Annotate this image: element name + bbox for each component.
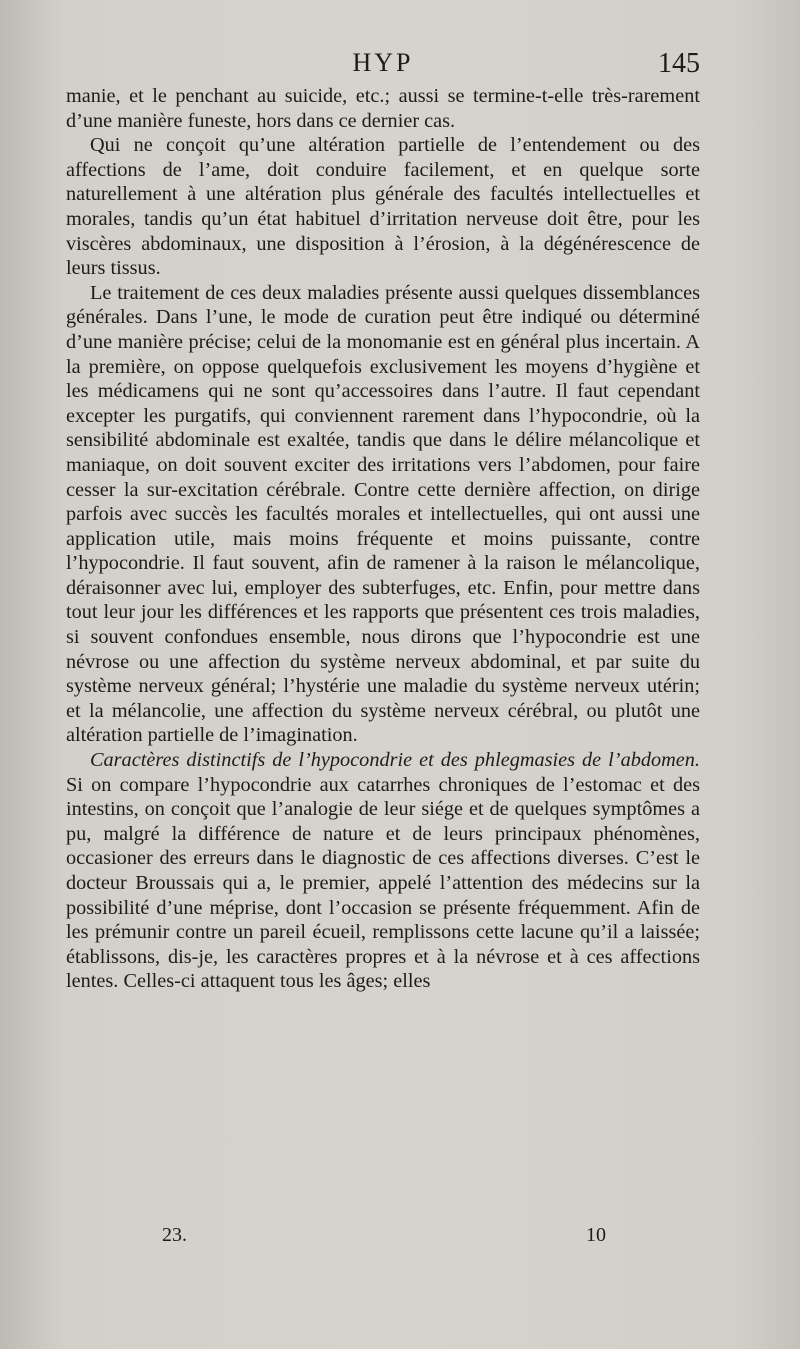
section-heading: Caractères distinctifs de l’hypocondrie et des phlegmasies de l’abdomen. <box>90 749 700 772</box>
paragraph-4-text: Si on compare l’hypocondrie aux catarrhes chroniques de l’estomac et des intestins, on conçoit que l’analogie de leur siége et de quelques symptômes a pu, malgré la différence de nature et de leurs principaux phénomènes, occasioner des erreurs dans le diagnostic de ces affections diverses. C’est le docteur Broussais qui a, le premier, appelé l’attention des médecins sur la possibilité d’une méprise, dont l’occasion se présente fréquemment. Afin de les prémunir contre un pareil écueil, remplissons cette lacune qu’il a laissée; établissons, dis-je, les caractères propres et à la névrose et à ces affections lentes. Celles-ci attaquent tous les âges; elles <box>66 773 700 993</box>
body-text <box>66 84 700 994</box>
page-header <box>66 48 700 84</box>
running-head: HYP <box>352 48 414 77</box>
paragraph-4 <box>66 748 700 994</box>
paragraph-2: Qui ne conçoit qu’une altération partielle de l’entendement ou des affections de l’ame, doit conduire facilement, et en quelque sorte naturellement à une altération plus générale des facultés intellectuelles et morales, tandis qu’un état habituel d’irritation nerveuse doit être, pour les viscères abdominaux, une disposition à l’érosion, à la dégénérescence de leurs tissus. <box>66 134 700 280</box>
page-footer <box>66 1224 700 1254</box>
sheet-number: 10 <box>586 1224 606 1246</box>
paragraph-1: manie, et le penchant au suicide, etc.; aussi se termine-t-elle très-rarement d’une manière funeste, hors dans ce dernier cas. <box>66 85 700 132</box>
page-number: 145 <box>658 48 700 79</box>
paragraph-3: Le traitement de ces deux maladies présente aussi quelques dissemblances générales. Dans l’une, le mode de curation peut être indiqué ou déterminé d’une manière précise; celui de la monomanie est en général plus incertain. A la première, on oppose quelquefois exclusivement les moyens d’hygiène et les médicamens qui ne sont qu’accessoires dans l’autre. Il faut cependant excepter les purgatifs, qui conviennent rarement dans l’hypocondrie, où la sensibilité abdominale est exaltée, tandis que dans le délire mélancolique et maniaque, on doit souvent exciter des irritations vers l’abdomen, pour faire cesser la sur-excitation cérébrale. Contre cette dernière affection, on dirige parfois avec succès les facultés morales et intellectuelles, qui ont aussi une application utile, mais moins fréquente et moins puissante, contre l’hypocondrie. Il faut souvent, afin de ramener à la raison le mélancolique, déraisonner avec lui, employer des subterfuges, etc. Enfin, pour mettre dans tout leur jour les différences et les rapports que présentent ces trois maladies, si souvent confondues ensemble, nous dirons que l’hypocondrie est une névrose ou une affection du système nerveux abdominal, et par suite du système nerveux général; l’hystérie une maladie du système nerveux utérin; et la mélancolie, une affection du système nerveux cérébral, ou plutôt une altération partielle de l’imagination. <box>66 281 700 747</box>
signature-mark: 23. <box>162 1224 187 1246</box>
